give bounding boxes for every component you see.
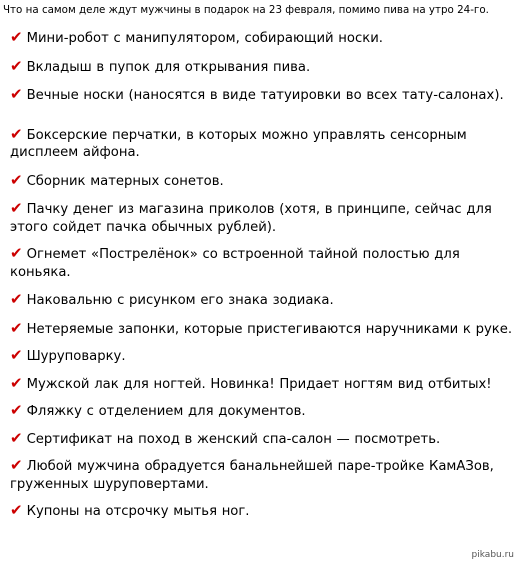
check-icon: ✔ bbox=[10, 401, 23, 419]
list-item-text: Вечные носки (наносятся в виде татуировки во всех тату-салонах). bbox=[26, 88, 504, 103]
check-icon: ✔ bbox=[10, 124, 23, 143]
list-item-text: Купоны на отсрочку мытья ног. bbox=[26, 504, 250, 519]
site-watermark: pikabu.ru bbox=[471, 550, 514, 560]
check-icon: ✔ bbox=[10, 501, 23, 519]
list-item bbox=[10, 347, 514, 366]
list-item bbox=[10, 291, 514, 310]
list-item bbox=[10, 58, 514, 77]
list-item-text: Мини-робот с манипулятором, собирающий носки. bbox=[26, 31, 383, 46]
list-item-text: Боксерские перчатки, в которых можно управлять сенсорным дисплеем айфона. bbox=[10, 127, 467, 160]
check-icon: ✔ bbox=[10, 456, 23, 474]
check-icon: ✔ bbox=[10, 85, 23, 103]
list-item-text: Шуруповарку. bbox=[26, 349, 126, 364]
gift-list bbox=[10, 29, 514, 521]
check-icon: ✔ bbox=[10, 170, 23, 189]
list-item bbox=[10, 375, 514, 394]
check-icon: ✔ bbox=[10, 28, 23, 46]
list-item-text: Наковальню с рисунком его знака зодиака. bbox=[26, 293, 334, 308]
list-item bbox=[10, 402, 514, 421]
list-item bbox=[10, 502, 514, 521]
list-item bbox=[10, 245, 514, 281]
page-heading: Что на самом деле ждут мужчины в подарок на 23 февраля, помимо пива на утро 24-го. bbox=[3, 4, 489, 16]
list-item-text: Вкладыш в пупок для открывания пива. bbox=[26, 59, 311, 75]
list-item-text: Пачку денег из магазина приколов (хотя, в принципе, сейчас для этого сойдет пачка обычных рублей). bbox=[10, 202, 492, 235]
list-item-text: Нетеряемые запонки, которые пристегиваются наручниками к руке. bbox=[26, 321, 513, 337]
check-icon: ✔ bbox=[10, 290, 23, 308]
list-item bbox=[10, 172, 514, 191]
check-icon: ✔ bbox=[10, 318, 23, 337]
check-icon: ✔ bbox=[10, 244, 23, 262]
list-item-text: Любой мужчина обрадуется банальнейшей паре-тройке КамАЗов, груженных шуруповертами. bbox=[10, 459, 494, 492]
check-icon: ✔ bbox=[10, 56, 23, 75]
list-item-text: Сертификат на поход в женский спа-салон — посмотреть. bbox=[26, 431, 441, 447]
list-item-text: Мужской лак для ногтей. Новинка! Придает ногтям вид отбитых! bbox=[26, 376, 492, 392]
check-icon: ✔ bbox=[10, 428, 23, 447]
list-item-text: Фляжку с отделением для документов. bbox=[26, 404, 306, 419]
check-icon: ✔ bbox=[10, 373, 23, 392]
list-item bbox=[10, 29, 514, 48]
check-icon: ✔ bbox=[10, 346, 23, 364]
list-item bbox=[10, 320, 514, 339]
list-item bbox=[10, 457, 514, 493]
list-item bbox=[10, 430, 514, 449]
list-item bbox=[10, 126, 514, 162]
list-item bbox=[10, 200, 514, 236]
check-icon: ✔ bbox=[10, 199, 23, 217]
list-item-text: Сборник матерных сонетов. bbox=[26, 173, 224, 189]
list-item bbox=[10, 86, 514, 105]
list-item-text: Огнемет «Пострелёнок» со встроенной тайной полостью для коньяка. bbox=[10, 247, 460, 280]
